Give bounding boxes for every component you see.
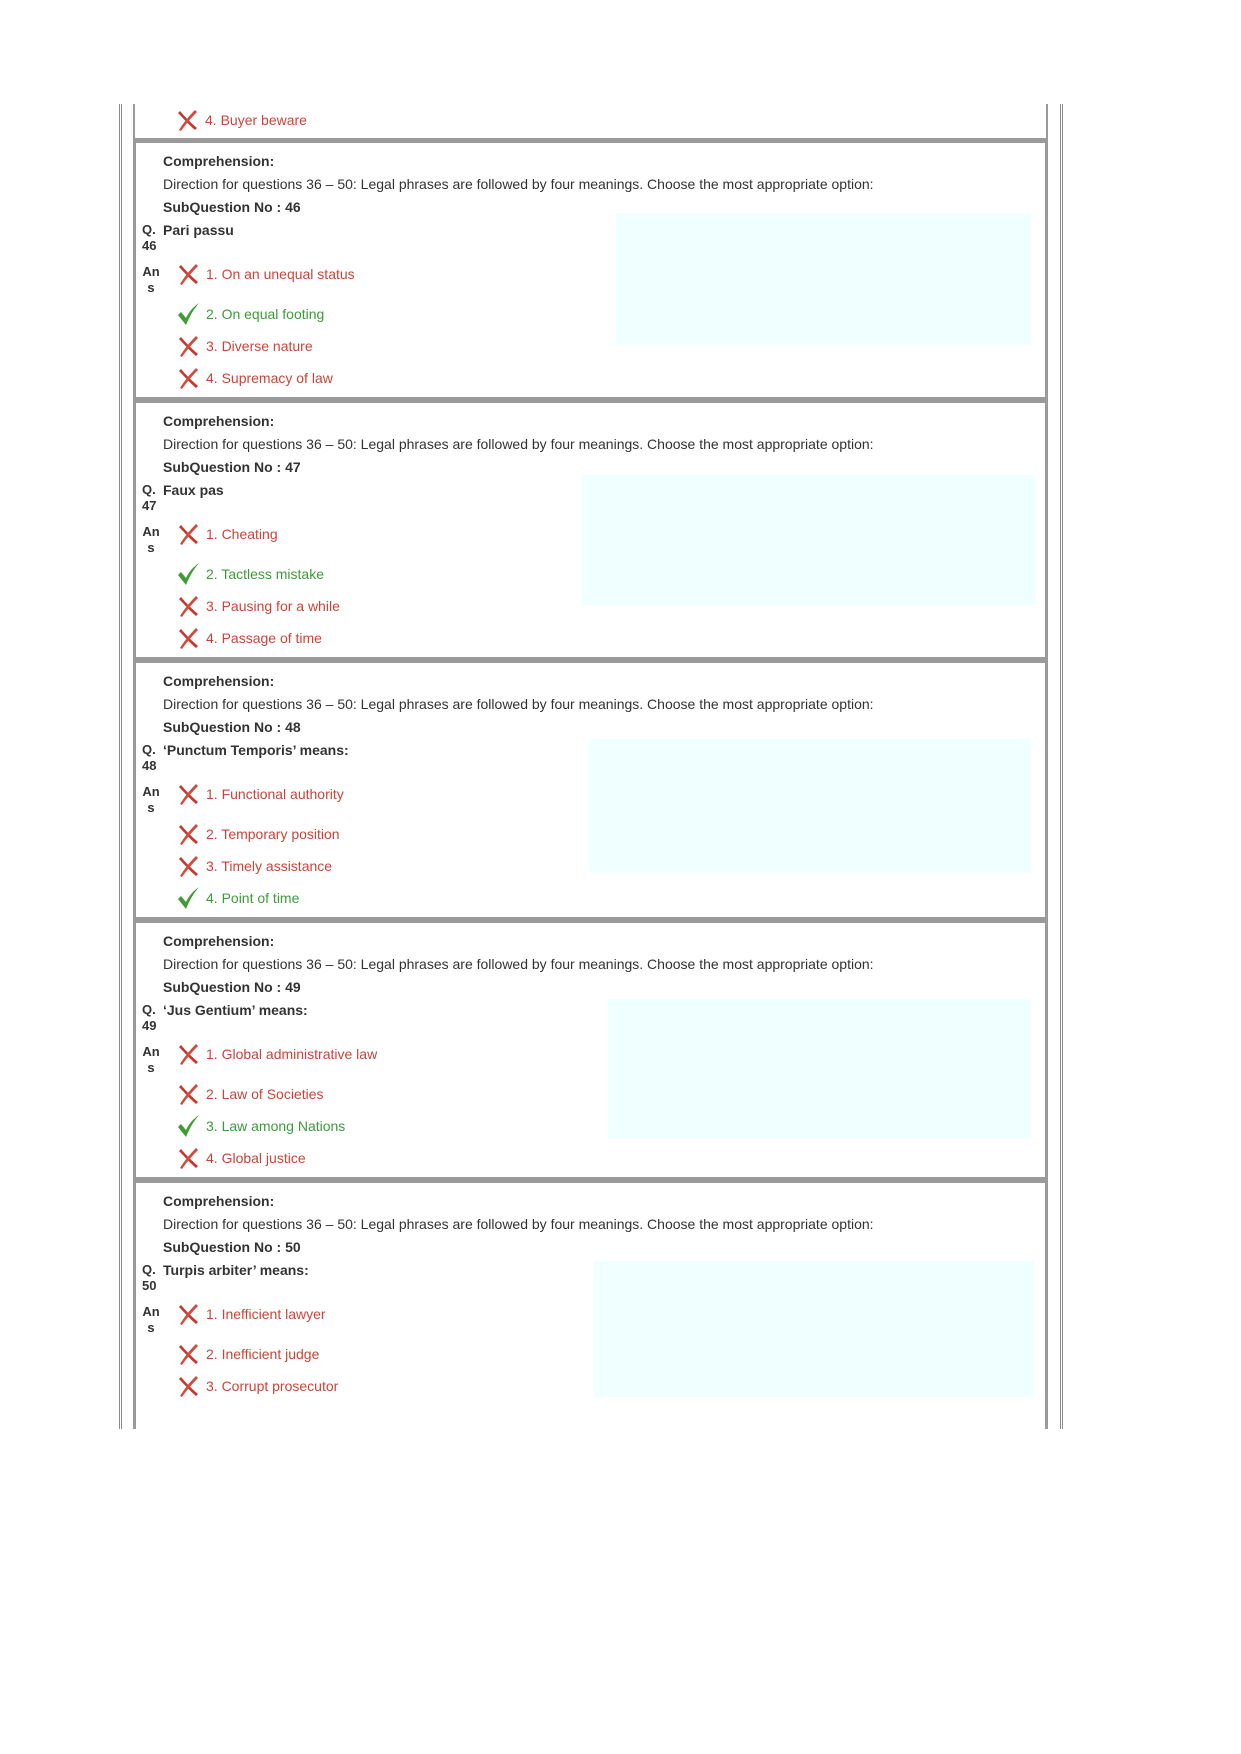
answer-option (176, 365, 333, 391)
option-text: 4. Passage of time (206, 630, 322, 646)
option-text: 1. Cheating (206, 526, 278, 542)
comprehension-label: Comprehension: (163, 1193, 275, 1209)
comprehension-label: Comprehension: (163, 673, 275, 689)
answer-option-correct (176, 885, 299, 911)
answer-shade-area (616, 213, 1031, 345)
cross-icon (176, 822, 200, 846)
cross-icon (176, 522, 200, 546)
question-text: Faux pas (163, 482, 224, 498)
direction-text: Direction for questions 36 – 50: Legal phrases are followed by four meanings. Choose the most appropriate option: (163, 1216, 874, 1232)
cross-icon (176, 1302, 200, 1326)
answer-option (176, 1145, 306, 1171)
option-text: 3. Timely assistance (206, 858, 333, 874)
cross-icon (176, 366, 200, 390)
checkmark-icon (176, 886, 200, 910)
checkmark-icon (176, 302, 200, 326)
option-text: 3. Corrupt prosecutor (206, 1378, 339, 1394)
answer-option (176, 1373, 338, 1399)
question-text: ‘Punctum Temporis’ means: (163, 742, 349, 758)
cross-icon (176, 626, 200, 650)
answer-option (176, 593, 340, 619)
option-text: 2. Law of Societies (206, 1086, 324, 1102)
cross-icon (175, 108, 199, 132)
option-text: 2. Temporary position (206, 826, 340, 842)
question-text: Turpis arbiter’ means: (163, 1262, 309, 1278)
answer-label: An s (142, 524, 160, 555)
subquestion-number: SubQuestion No : 47 (163, 459, 301, 475)
question-number: Q. 50 (142, 1262, 157, 1293)
direction-text: Direction for questions 36 – 50: Legal phrases are followed by four meanings. Choose the most appropriate option: (163, 956, 874, 972)
cross-icon (176, 1374, 200, 1398)
question-block-50 (133, 1180, 1048, 1429)
answer-option (176, 625, 322, 651)
answer-option (176, 521, 278, 547)
answer-option (176, 1081, 324, 1107)
previous-question-tail (133, 104, 1048, 140)
checkmark-icon (176, 562, 200, 586)
option-text: 3. Pausing for a while (206, 598, 340, 614)
answer-option-correct (176, 301, 324, 327)
cross-icon (176, 1082, 200, 1106)
option-text: 4. Point of time (206, 890, 300, 906)
option-text: 2. On equal footing (206, 306, 325, 322)
answer-option (176, 333, 313, 359)
checkmark-icon (176, 1114, 200, 1138)
answer-option (176, 853, 332, 879)
answer-option (175, 107, 307, 133)
question-text: ‘Jus Gentium’ means: (163, 1002, 308, 1018)
cross-icon (176, 594, 200, 618)
answer-label: An s (142, 264, 160, 295)
question-block-46 (133, 140, 1048, 400)
subquestion-number: SubQuestion No : 46 (163, 199, 301, 215)
answer-option-correct (176, 1113, 345, 1139)
answer-shade-area (589, 739, 1031, 873)
direction-text: Direction for questions 36 – 50: Legal phrases are followed by four meanings. Choose the most appropriate option: (163, 436, 874, 452)
option-text: 1. Global administrative law (206, 1046, 378, 1062)
question-block-48 (133, 660, 1048, 920)
cross-icon (176, 782, 200, 806)
cross-icon (176, 1042, 200, 1066)
answer-label: An s (142, 784, 160, 815)
answer-label: An s (142, 1304, 160, 1335)
cross-icon (176, 334, 200, 358)
option-text: 4. Supremacy of law (206, 370, 333, 386)
answer-label: An s (142, 1044, 160, 1075)
option-text: 1. On an unequal status (206, 266, 355, 282)
option-text: 1. Functional authority (206, 786, 344, 802)
answer-option (176, 1341, 319, 1367)
answer-option (176, 781, 344, 807)
answer-option (176, 1041, 377, 1067)
subquestion-number: SubQuestion No : 49 (163, 979, 301, 995)
question-number: Q. 47 (142, 482, 157, 513)
cross-icon (176, 854, 200, 878)
answer-shade-area (594, 1261, 1034, 1397)
answer-shade-area (581, 475, 1036, 605)
cross-icon (176, 262, 200, 286)
direction-text: Direction for questions 36 – 50: Legal phrases are followed by four meanings. Choose the most appropriate option: (163, 696, 874, 712)
option-text: 4. Global justice (206, 1150, 306, 1166)
question-block-47 (133, 400, 1048, 660)
option-text: 1. Inefficient lawyer (206, 1306, 326, 1322)
subquestion-number: SubQuestion No : 48 (163, 719, 301, 735)
answer-shade-area (608, 999, 1031, 1139)
option-text: 3. Law among Nations (206, 1118, 346, 1134)
question-block-49 (133, 920, 1048, 1180)
option-text: 2. Inefficient judge (206, 1346, 320, 1362)
subquestion-number: SubQuestion No : 50 (163, 1239, 301, 1255)
question-number: Q. 49 (142, 1002, 157, 1033)
answer-option (176, 1301, 326, 1327)
comprehension-label: Comprehension: (163, 933, 275, 949)
cross-icon (176, 1342, 200, 1366)
option-text: 3. Diverse nature (206, 338, 313, 354)
question-text: Pari passu (163, 222, 234, 238)
cross-icon (176, 1146, 200, 1170)
answer-option (176, 821, 340, 847)
direction-text: Direction for questions 36 – 50: Legal phrases are followed by four meanings. Choose the most appropriate option: (163, 176, 874, 192)
comprehension-label: Comprehension: (163, 153, 275, 169)
option-text: 4. Buyer beware (205, 112, 307, 128)
answer-option (176, 261, 355, 287)
question-number: Q. 48 (142, 742, 157, 773)
answer-option-correct (176, 561, 324, 587)
question-number: Q. 46 (142, 222, 157, 253)
option-text: 2. Tactless mistake (206, 566, 325, 582)
comprehension-label: Comprehension: (163, 413, 275, 429)
